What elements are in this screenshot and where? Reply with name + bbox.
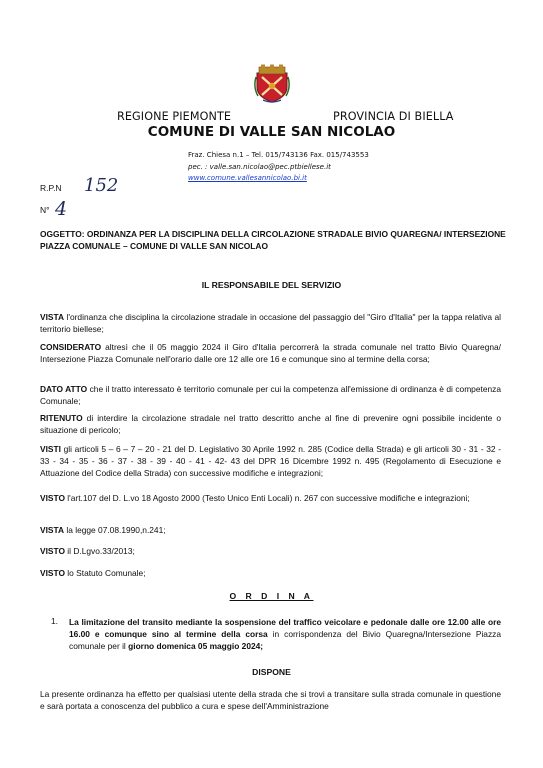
- contact-address-phone: Fraz. Chiesa n.1 – Tel. 015/743136 Fax. 015/743553: [188, 151, 369, 159]
- website-link[interactable]: www.comune.vallesannicolao.bi.it: [188, 174, 307, 182]
- lead-word: VISTI: [40, 444, 61, 454]
- item-bold-text: La limitazione del transito mediante la sospensione del traffico veicolare e pedonale dalle ore 12.00 alle ore 16.00 e comunque sino al termine della corsa: [69, 617, 501, 640]
- ordina-list-item: [69, 616, 501, 653]
- paragraph-considerato: [40, 341, 501, 365]
- paragraph-dato-atto: [40, 383, 501, 407]
- paragraph-text: la legge 07.08.1990,n.241;: [64, 525, 166, 535]
- lead-word: DATO ATTO: [40, 384, 88, 394]
- paragraph-vista: [40, 311, 501, 335]
- paragraph-text: il D.Lgvo.33/2013;: [64, 546, 135, 556]
- lead-word: VISTA: [40, 312, 65, 322]
- rpn-label: R.P.N: [40, 183, 62, 193]
- section-heading-responsabile: IL RESPONSABILE DEL SERVIZIO: [201, 280, 342, 290]
- lead-word: RITENUTO: [40, 413, 83, 423]
- paragraph-visto-statuto: [40, 567, 501, 579]
- municipal-coat-of-arms-icon: [253, 63, 291, 103]
- list-item-number: 1.: [51, 616, 58, 626]
- lead-word: VISTO: [40, 546, 65, 556]
- paragraph-text: l'art.107 del D. L.vo 18 Agosto 2000 (Testo Unico Enti Locali) n. 267 con successive modifiche e integrazioni;: [64, 493, 470, 503]
- province-name: PROVINCIA DI BIELLA: [333, 110, 454, 123]
- section-heading-dispone: DISPONE: [252, 667, 291, 677]
- paragraph-text: che il tratto interessato è territorio comunale per cui la competenza all'emissione di ordinanza è di competenza Comunale;: [40, 384, 501, 407]
- subject-heading: OGGETTO: ORDINANZA PER LA DISCIPLINA DELLA CIRCOLAZIONE STRADALE BIVIO QUAREGNA/ INTERSEZIONE PIAZZA COMUNALE – COMUNE DI VALLE SAN NICOLAO: [40, 229, 506, 251]
- region-name: REGIONE PIEMONTE: [117, 110, 232, 123]
- paragraph-text: altresì che il 05 maggio 2024 il Giro d'Italia percorrerà la strada comunale nel tratto Bivio Quaregna/ Intersezione Piazza Comunale nell'orario dalle ore 12 alle ore 16 e comunque sino al termine della corsa;: [40, 342, 501, 365]
- lead-word: VISTA: [40, 525, 65, 535]
- paragraph-visto-dlgvo: [40, 545, 501, 557]
- paragraph-vista-legge: [40, 524, 501, 536]
- comune-title: COMUNE DI VALLE SAN NICOLAO: [147, 124, 396, 140]
- number-label: N°: [40, 205, 50, 215]
- paragraph-text: l'ordinanza che disciplina la circolazione stradale in occasione del passaggio del "Giro d'Italia" per la tappa relativa al territorio biellese;: [40, 312, 501, 335]
- handwritten-ordinance-number: 4: [55, 198, 68, 220]
- paragraph-text: di interdire la circolazione stradale nel tratto descritto anche al fine di prevenire ogni possibile incidente o situazione di pericolo;: [40, 413, 501, 436]
- paragraph-visto-tuel: [40, 492, 501, 504]
- paragraph-text: lo Statuto Comunale;: [64, 568, 146, 578]
- paragraph-ritenuto: [40, 412, 501, 436]
- paragraph-final: La presente ordinanza ha effetto per qualsiasi utente della strada che si trovi a transitare sulla strada comunale in questione e sarà portata a conoscenza del pubblico a cura e spese dell'Amministrazione: [40, 689, 501, 712]
- item-text: in corrispondenza del Bivio Quaregna/Intersezione Piazza comunale per il: [69, 629, 501, 652]
- lead-word: VISTO: [40, 493, 65, 503]
- contact-pec-email[interactable]: pec. : valle.san.nicolao@pec.ptbiellese.it: [188, 163, 331, 171]
- item-bold-date: giorno domenica 05 maggio 2024;: [128, 641, 264, 652]
- rpn-handwritten-number: 152: [84, 175, 119, 196]
- lead-word: CONSIDERATO: [40, 342, 102, 352]
- section-heading-ordina: O R D I N A: [229, 591, 314, 601]
- paragraph-visti: [40, 443, 501, 480]
- lead-word: VISTO: [40, 568, 65, 578]
- paragraph-text: gli articoli 5 – 6 – 7 – 20 - 21 del D. Legislativo 30 Aprile 1992 n. 285 (Codice della Strada) e gli articoli 30 - 31 - 32 - 33 - 34 - 35 - 36 - 37 - 38 - 39 - 40 - 41 - 42- 43 del DPR 16 Dicembre 1992 n. 495 (Regolamento di Esecuzione e Attuazione del Codice della Strada) con successive modifiche e integrazioni;: [40, 444, 501, 479]
